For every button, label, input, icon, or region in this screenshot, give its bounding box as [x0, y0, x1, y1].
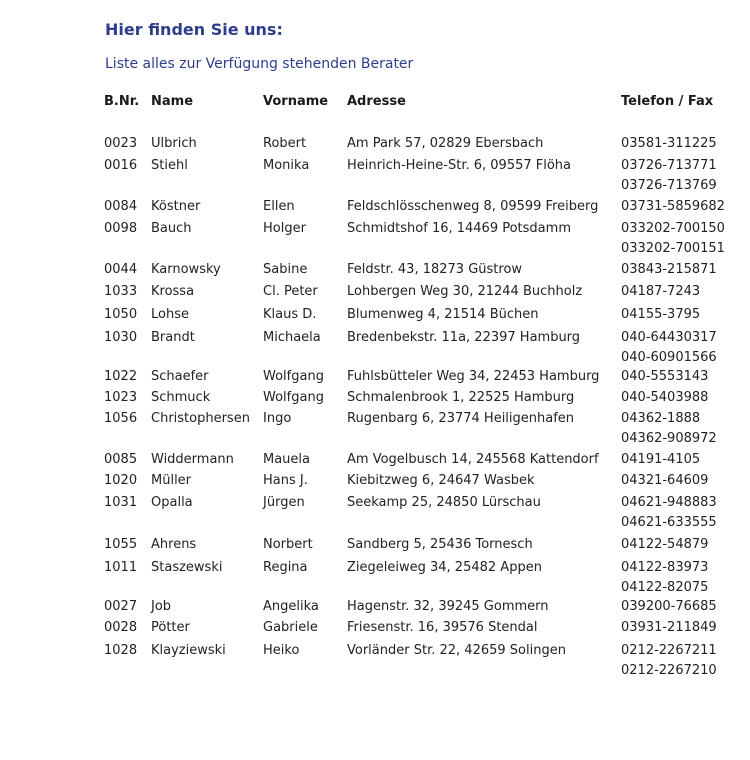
cell-name: Lohse: [151, 307, 189, 322]
cell-name: Krossa: [151, 284, 195, 299]
cell-adresse: Vorländer Str. 22, 42659 Solingen: [347, 643, 566, 658]
cell-nr: 1033: [104, 284, 138, 299]
cell-adresse: Rugenbarg 6, 23774 Heiligenhafen: [347, 411, 575, 426]
cell-telefon: [621, 282, 700, 302]
cell-nr: 1023: [104, 390, 138, 405]
cell-vorname: Gabriele: [263, 620, 318, 635]
cell-name: Widdermann: [151, 452, 234, 467]
cell-adresse: Blumenweg 4, 21514 Büchen: [347, 307, 539, 322]
phone-number: 040-5403988: [621, 390, 709, 405]
cell-nr: 1055: [104, 537, 138, 552]
cell-name: Schaefer: [151, 369, 209, 384]
cell-name: Karnowsky: [151, 262, 221, 277]
cell-telefon: [621, 450, 700, 470]
column-header-telefon: Telefon / Fax: [621, 94, 714, 109]
cell-telefon: [621, 388, 708, 408]
phone-number: 040-5553143: [621, 369, 709, 384]
phone-number: 04362-908972: [621, 431, 717, 446]
cell-name: Pötter: [151, 620, 190, 635]
cell-nr: 1020: [104, 473, 138, 488]
cell-vorname: Michaela: [263, 330, 321, 345]
cell-name: Schmuck: [151, 390, 211, 405]
cell-nr: 1031: [104, 495, 138, 510]
cell-telefon: [621, 219, 725, 259]
cell-name: Bauch: [151, 221, 192, 236]
cell-vorname: Ingo: [263, 411, 292, 426]
cell-telefon: [621, 156, 717, 196]
cell-name: Ahrens: [151, 537, 197, 552]
cell-nr: 1050: [104, 307, 138, 322]
phone-number: 040-64430317: [621, 330, 717, 345]
page-title: Hier finden Sie uns:: [105, 20, 283, 39]
page-subtitle: Liste alles zur Verfügung stehenden Berater: [105, 56, 414, 72]
cell-adresse: Am Park 57, 02829 Ebersbach: [347, 136, 544, 151]
cell-nr: 0044: [104, 262, 138, 277]
phone-number: 039200-76685: [621, 599, 717, 614]
cell-nr: 0023: [104, 136, 138, 151]
cell-telefon: [621, 493, 717, 533]
phone-number: 04621-948883: [621, 495, 717, 510]
cell-vorname: Norbert: [263, 537, 313, 552]
phone-number: 03843-215871: [621, 262, 717, 277]
phone-number: 04187-7243: [621, 284, 701, 299]
phone-number: 03731-5859682: [621, 199, 725, 214]
cell-vorname: Regina: [263, 560, 308, 575]
cell-adresse: Sandberg 5, 25436 Tornesch: [347, 537, 533, 552]
column-header-vorname: Vorname: [263, 94, 329, 109]
cell-adresse: Schmidtshof 16, 14469 Potsdamm: [347, 221, 571, 236]
phone-number: 0212-2267211: [621, 643, 717, 658]
cell-vorname: Holger: [263, 221, 306, 236]
cell-name: Köstner: [151, 199, 201, 214]
cell-nr: 1056: [104, 411, 138, 426]
cell-adresse: Ziegeleiweg 34, 25482 Appen: [347, 560, 542, 575]
cell-name: Klayziewski: [151, 643, 226, 658]
phone-number: 033202-700150: [621, 221, 725, 236]
phone-number: 03726-713771: [621, 158, 717, 173]
cell-telefon: [621, 260, 717, 280]
phone-number: 04122-82075: [621, 580, 709, 595]
cell-name: Staszewski: [151, 560, 223, 575]
cell-telefon: [621, 409, 717, 449]
cell-telefon: [621, 535, 708, 555]
cell-telefon: [621, 471, 708, 491]
cell-adresse: Kiebitzweg 6, 24647 Wasbek: [347, 473, 535, 488]
table-header: [0, 94, 750, 112]
cell-nr: 1011: [104, 560, 138, 575]
cell-vorname: Angelika: [263, 599, 319, 614]
cell-telefon: [621, 367, 708, 387]
phone-number: 04191-4105: [621, 452, 701, 467]
column-header-name: Name: [151, 94, 194, 109]
cell-vorname: Sabine: [263, 262, 308, 277]
cell-telefon: [621, 305, 700, 325]
cell-vorname: Heiko: [263, 643, 300, 658]
cell-adresse: Seekamp 25, 24850 Lürschau: [347, 495, 541, 510]
cell-adresse: Hagenstr. 32, 39245 Gommern: [347, 599, 549, 614]
cell-nr: 1030: [104, 330, 138, 345]
cell-adresse: Fuhlsbütteler Weg 34, 22453 Hamburg: [347, 369, 600, 384]
cell-name: Ulbrich: [151, 136, 197, 151]
cell-vorname: Wolfgang: [263, 390, 324, 405]
phone-number: 040-60901566: [621, 350, 717, 365]
cell-telefon: [621, 618, 717, 638]
cell-telefon: [621, 641, 717, 681]
cell-nr: 1028: [104, 643, 138, 658]
phone-number: 033202-700151: [621, 241, 725, 256]
phone-number: 04122-83973: [621, 560, 709, 575]
cell-adresse: Friesenstr. 16, 39576 Stendal: [347, 620, 538, 635]
cell-telefon: [621, 328, 717, 368]
cell-name: Müller: [151, 473, 192, 488]
phone-number: 04362-1888: [621, 411, 701, 426]
column-header-nr: B.Nr.: [104, 94, 140, 109]
cell-vorname: Ellen: [263, 199, 295, 214]
cell-vorname: Hans J.: [263, 473, 308, 488]
cell-telefon: [621, 197, 725, 217]
cell-adresse: Schmalenbrook 1, 22525 Hamburg: [347, 390, 575, 405]
cell-nr: 0084: [104, 199, 138, 214]
cell-telefon: [621, 597, 717, 617]
cell-adresse: Feldschlösschenweg 8, 09599 Freiberg: [347, 199, 599, 214]
phone-number: 04621-633555: [621, 515, 717, 530]
cell-adresse: Lohbergen Weg 30, 21244 Buchholz: [347, 284, 583, 299]
cell-name: Opalla: [151, 495, 193, 510]
phone-number: 04321-64609: [621, 473, 709, 488]
column-header-adresse: Adresse: [347, 94, 406, 109]
cell-name: Christophersen: [151, 411, 250, 426]
cell-adresse: Feldstr. 43, 18273 Güstrow: [347, 262, 523, 277]
cell-nr: 0027: [104, 599, 138, 614]
cell-vorname: Klaus D.: [263, 307, 317, 322]
phone-number: 04155-3795: [621, 307, 701, 322]
cell-vorname: Robert: [263, 136, 307, 151]
phone-number: 03581-311225: [621, 136, 717, 151]
cell-nr: 0016: [104, 158, 138, 173]
cell-vorname: Jürgen: [263, 495, 305, 510]
cell-adresse: Bredenbekstr. 11a, 22397 Hamburg: [347, 330, 581, 345]
cell-adresse: Am Vogelbusch 14, 245568 Kattendorf: [347, 452, 599, 467]
cell-telefon: [621, 134, 717, 154]
cell-vorname: Wolfgang: [263, 369, 324, 384]
cell-nr: 1022: [104, 369, 138, 384]
cell-name: Brandt: [151, 330, 195, 345]
phone-number: 03931-211849: [621, 620, 717, 635]
cell-nr: 0098: [104, 221, 138, 236]
phone-number: 04122-54879: [621, 537, 709, 552]
phone-number: 03726-713769: [621, 178, 717, 193]
cell-name: Job: [151, 599, 172, 614]
cell-telefon: [621, 558, 708, 598]
cell-adresse: Heinrich-Heine-Str. 6, 09557 Flöha: [347, 158, 572, 173]
cell-nr: 0028: [104, 620, 138, 635]
cell-vorname: Monika: [263, 158, 310, 173]
phone-number: 0212-2267210: [621, 663, 717, 678]
cell-vorname: Mauela: [263, 452, 310, 467]
cell-nr: 0085: [104, 452, 138, 467]
cell-name: Stiehl: [151, 158, 188, 173]
cell-vorname: Cl. Peter: [263, 284, 318, 299]
